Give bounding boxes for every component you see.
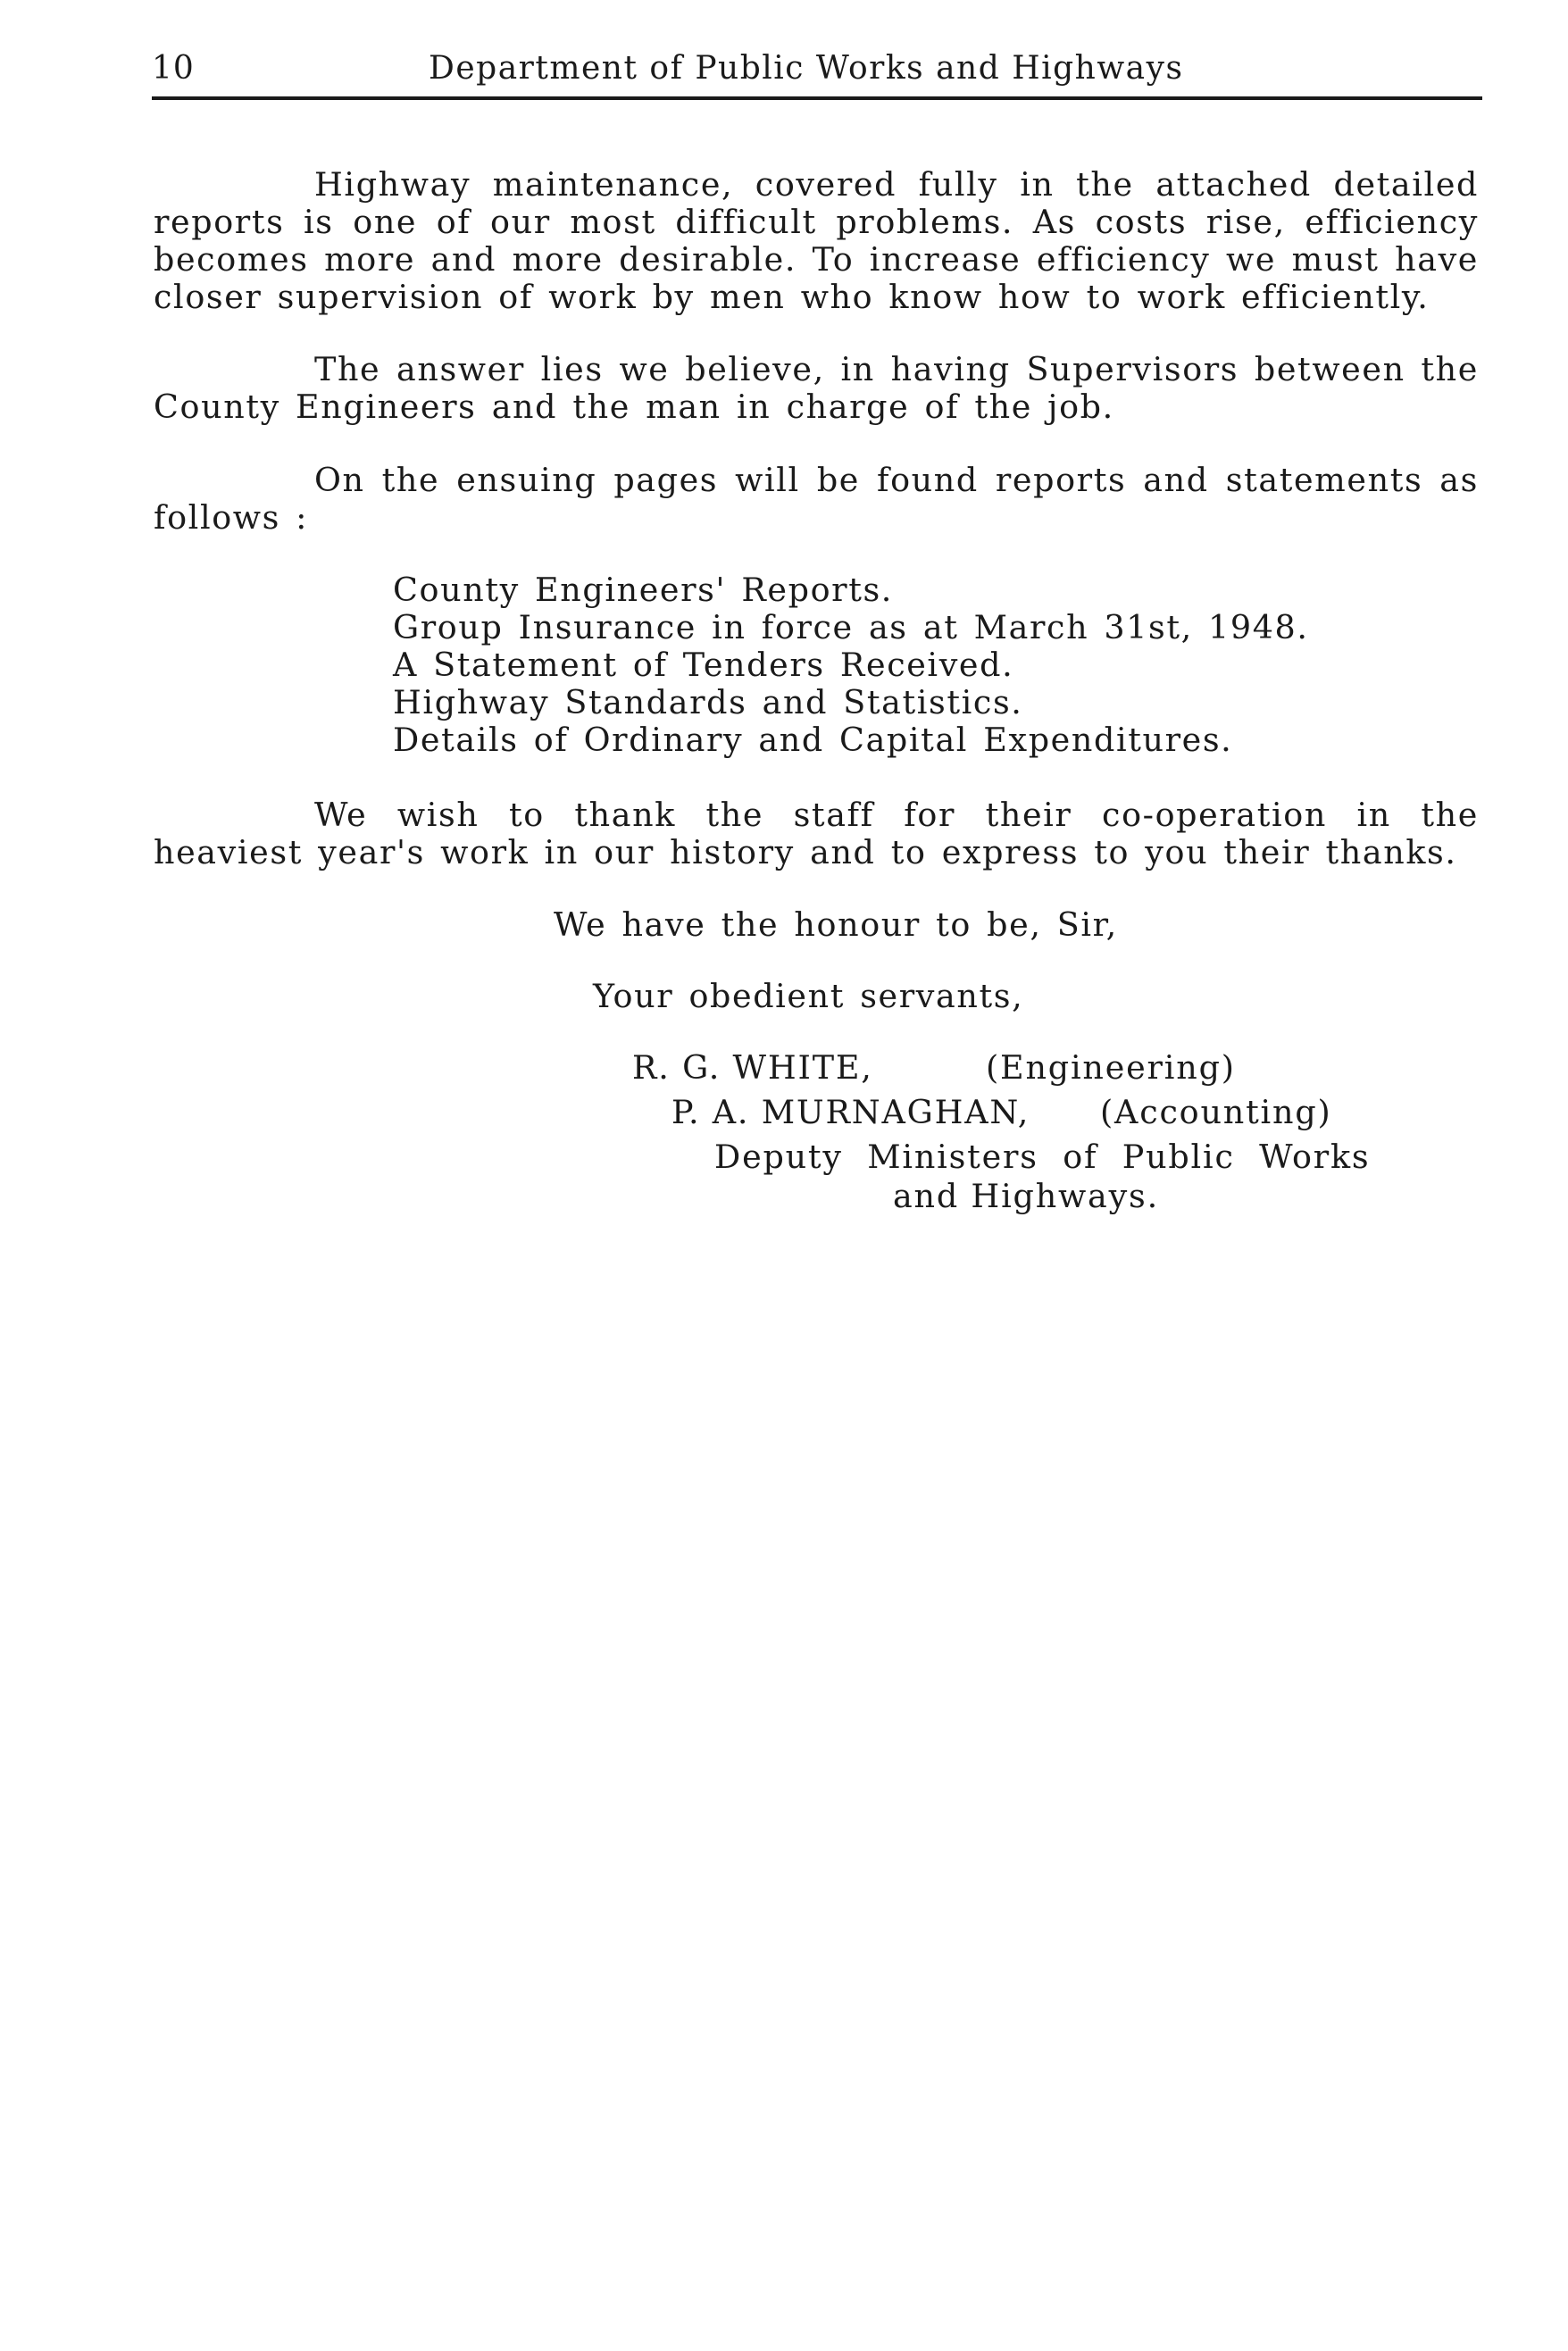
signatory-name: R. G. WHITE, [632, 1048, 873, 1087]
paragraph-text: We wish to thank the staff for their co-operation in the heaviest year's work in our history and to express to you their thanks. [154, 796, 1479, 871]
signatory-role: (Engineering) [986, 1048, 1236, 1087]
paragraph-text: The answer lies we believe, in having Supervisors between the County Engineers and the man in charge of the job. [154, 350, 1479, 426]
contents-list [393, 571, 1309, 759]
closing-salutation: We have the honour to be, Sir, [554, 905, 1118, 944]
paragraph-ensuing-pages [154, 462, 1479, 537]
signatory-title: Deputy Ministers of Public Works [714, 1138, 1371, 1176]
page-number: 10 [152, 50, 195, 87]
header-rule [152, 96, 1482, 100]
signatory-title-continued: and Highways. [893, 1177, 1159, 1215]
paragraph-text: Highway maintenance, covered fully in the attached detailed reports is one of our most difficult problems. As costs rise, efficiency becomes more and more desirable. To increase efficiency we must have closer supervision of work by men who know how to work efficiently. [154, 165, 1479, 316]
paragraph-supervisors [154, 351, 1479, 426]
running-head: Department of Public Works and Highways [429, 50, 1184, 87]
paragraph-thanks [154, 796, 1479, 871]
signatory-role: (Accounting) [1100, 1093, 1332, 1131]
closing-valediction: Your obedient servants, [593, 977, 1024, 1015]
signatory-name: P. A. MURNAGHAN, [671, 1093, 1030, 1131]
page-header [152, 46, 1482, 91]
paragraph-text: On the ensuing pages will be found reports and statements as follows : [154, 461, 1479, 537]
list-item: Highway Standards and Statistics. [393, 683, 1023, 721]
list-item: A Statement of Tenders Received. [393, 646, 1014, 684]
list-item: Details of Ordinary and Capital Expenditures. [393, 721, 1233, 759]
list-item: Group Insurance in force as at March 31st, 1948. [393, 608, 1309, 646]
paragraph-maintenance [154, 166, 1479, 316]
list-item: County Engineers' Reports. [393, 571, 893, 609]
